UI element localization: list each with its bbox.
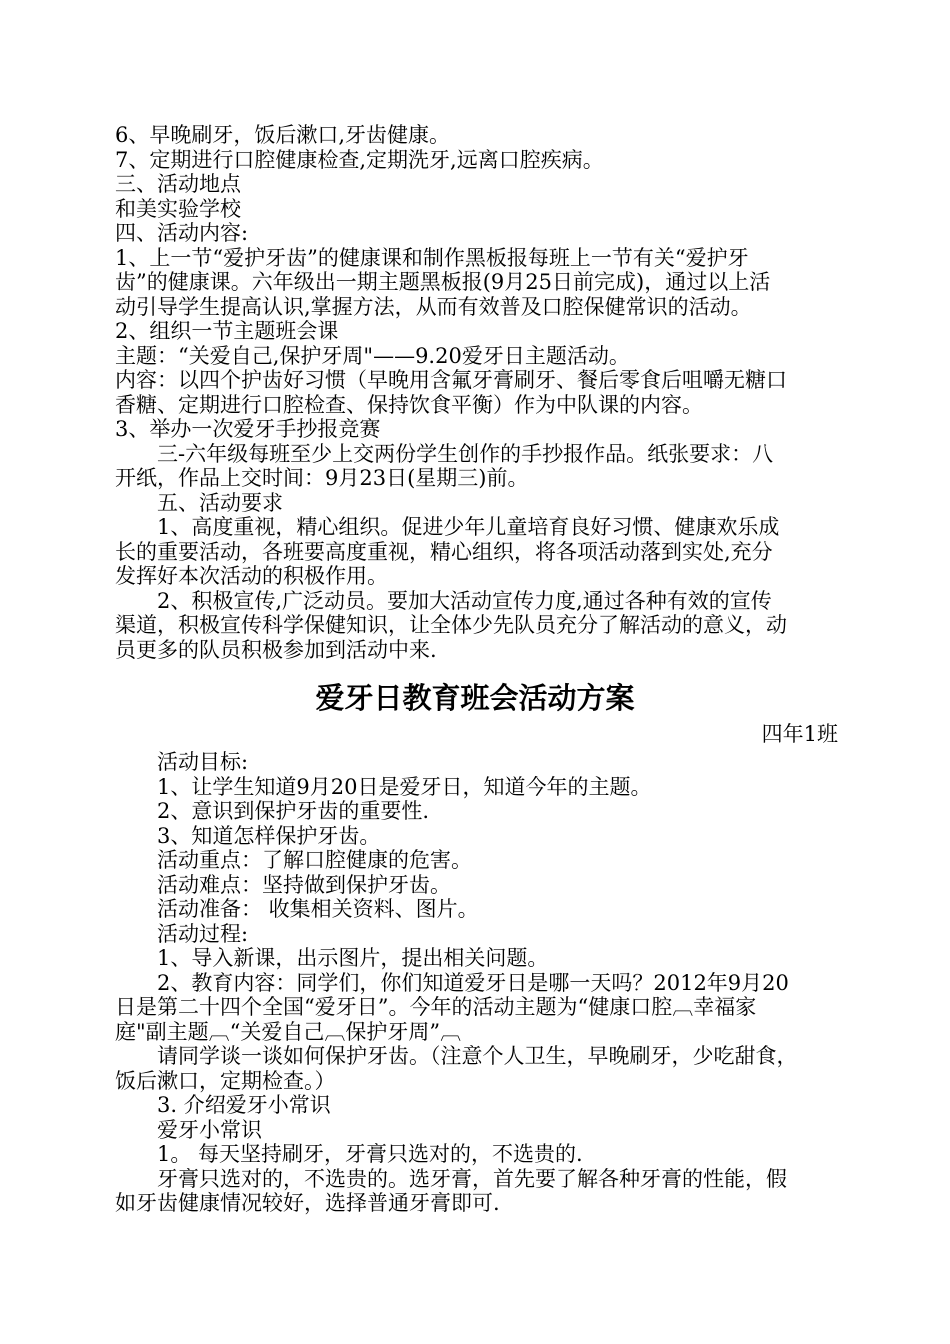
text-line: 日是第二十四个全国“爱牙日”。今年的活动主题为“健康口腔︹幸福家 — [115, 995, 757, 1019]
text-line: 和美实验学校 — [115, 196, 241, 221]
text-line: 7、定期进行口腔健康检查,定期洗牙,远离口腔疾病。 — [115, 147, 604, 172]
text-line: 三-六年级每班至少上交两份学生创作的手抄报作品。纸张要求：八 — [115, 441, 774, 466]
text-line: 请同学谈一谈如何保护牙齿。（注意个人卫生，早晚刷牙，少吃甜食， — [115, 1044, 798, 1068]
text-line: 长的重要活动，各班要高度重视，精心组织，将各项活动落到实处,充分 — [115, 539, 773, 564]
text-line: 发挥好本次活动的积极作用。 — [115, 564, 388, 588]
text-line: 活动过程: — [115, 921, 249, 946]
text-line: 四、活动内容: — [115, 221, 249, 245]
text-line: 活动准备： 收集相关资料、图片。 — [115, 897, 479, 921]
text-line: 如牙齿健康情况较好，选择普通牙膏即可. — [115, 1191, 500, 1215]
text-line: 1、让学生知道9月20日是爱牙日，知道今年的主题。 — [115, 774, 652, 799]
text-line: 活动目标: — [115, 750, 249, 774]
text-line: 饭后漱口，定期检查。） — [115, 1068, 336, 1093]
text-line: 1、上一节“爱护牙齿”的健康课和制作黑板报每班上一节有关“爱护牙 — [115, 245, 749, 270]
text-line: 渠道，积极宣传科学保健知识，让全体少先队员充分了解活动的意义，动 — [115, 613, 787, 637]
text-line: 员更多的队员积极参加到活动中来. — [115, 637, 437, 662]
text-line: 香糖、定期进行口腔检查、保持饮食平衡）作为中队课的内容。 — [115, 392, 703, 417]
text-line: 3. 介绍爱牙小常识 — [115, 1093, 331, 1117]
plan-section-one — [115, 123, 840, 662]
text-line: 动引导学生提高认识,掌握方法，从而有效普及口腔保健常识的活动。 — [115, 294, 752, 319]
text-line: 1。 每天坚持刷牙，牙膏只选对的，不选贵的. — [115, 1142, 583, 1166]
text-line: 3、知道怎样保护牙齿。 — [115, 823, 381, 848]
text-line: 内容：以四个护齿好习惯（早晚用含氟牙膏刷牙、餐后零食后咀嚼无糖口 — [115, 368, 787, 392]
text-line: 开纸，作品上交时间：9月23日(星期三)前。 — [115, 466, 529, 490]
text-line: 2、积极宣传,广泛动员。要加大活动宣传力度,通过各种有效的宣传 — [115, 588, 772, 613]
text-line: 五、活动要求 — [115, 490, 283, 515]
text-line: 牙膏只选对的，不选贵的。选牙膏，首先要了解各种牙膏的性能，假 — [115, 1166, 787, 1191]
text-line: 6、早晚刷牙，饭后漱口,牙齿健康。 — [115, 123, 451, 147]
text-line: 1、导入新课，出示图片，提出相关问题。 — [115, 946, 549, 970]
text-line: 三、活动地点 — [115, 172, 241, 196]
class-label: 四年1班 — [761, 722, 838, 746]
text-line: 2、组织一节主题班会课 — [115, 319, 339, 343]
text-line: 爱牙小常识 — [115, 1117, 262, 1142]
text-line: 2、教育内容：同学们，你们知道爱牙日是哪一天吗？2012年9月20 — [115, 970, 789, 995]
text-line: 活动难点：坚持做到保护牙齿。 — [115, 872, 451, 897]
text-line: 庭"副主题︹“关爱自己︹保护牙周”︹ — [115, 1019, 462, 1044]
text-line: 主题：“关爱自己,保护牙周"——9.20爱牙日主题活动。 — [115, 343, 630, 368]
class-meeting-plan-body — [115, 750, 840, 1216]
text-line: 1、高度重视，精心组织。促进少年儿童培育良好习惯、健康欢乐成 — [115, 515, 780, 539]
text-line: 3、举办一次爱牙手抄报竞赛 — [115, 417, 381, 441]
text-line: 齿”的健康课。六年级出一期主题黑板报(9月25日前完成)，通过以上活 — [115, 270, 771, 294]
document-title: 爱牙日教育班会活动方案 — [315, 681, 635, 715]
text-line: 2、意识到保护牙齿的重要性. — [115, 799, 430, 823]
text-line: 活动重点：了解口腔健康的危害。 — [115, 848, 472, 872]
